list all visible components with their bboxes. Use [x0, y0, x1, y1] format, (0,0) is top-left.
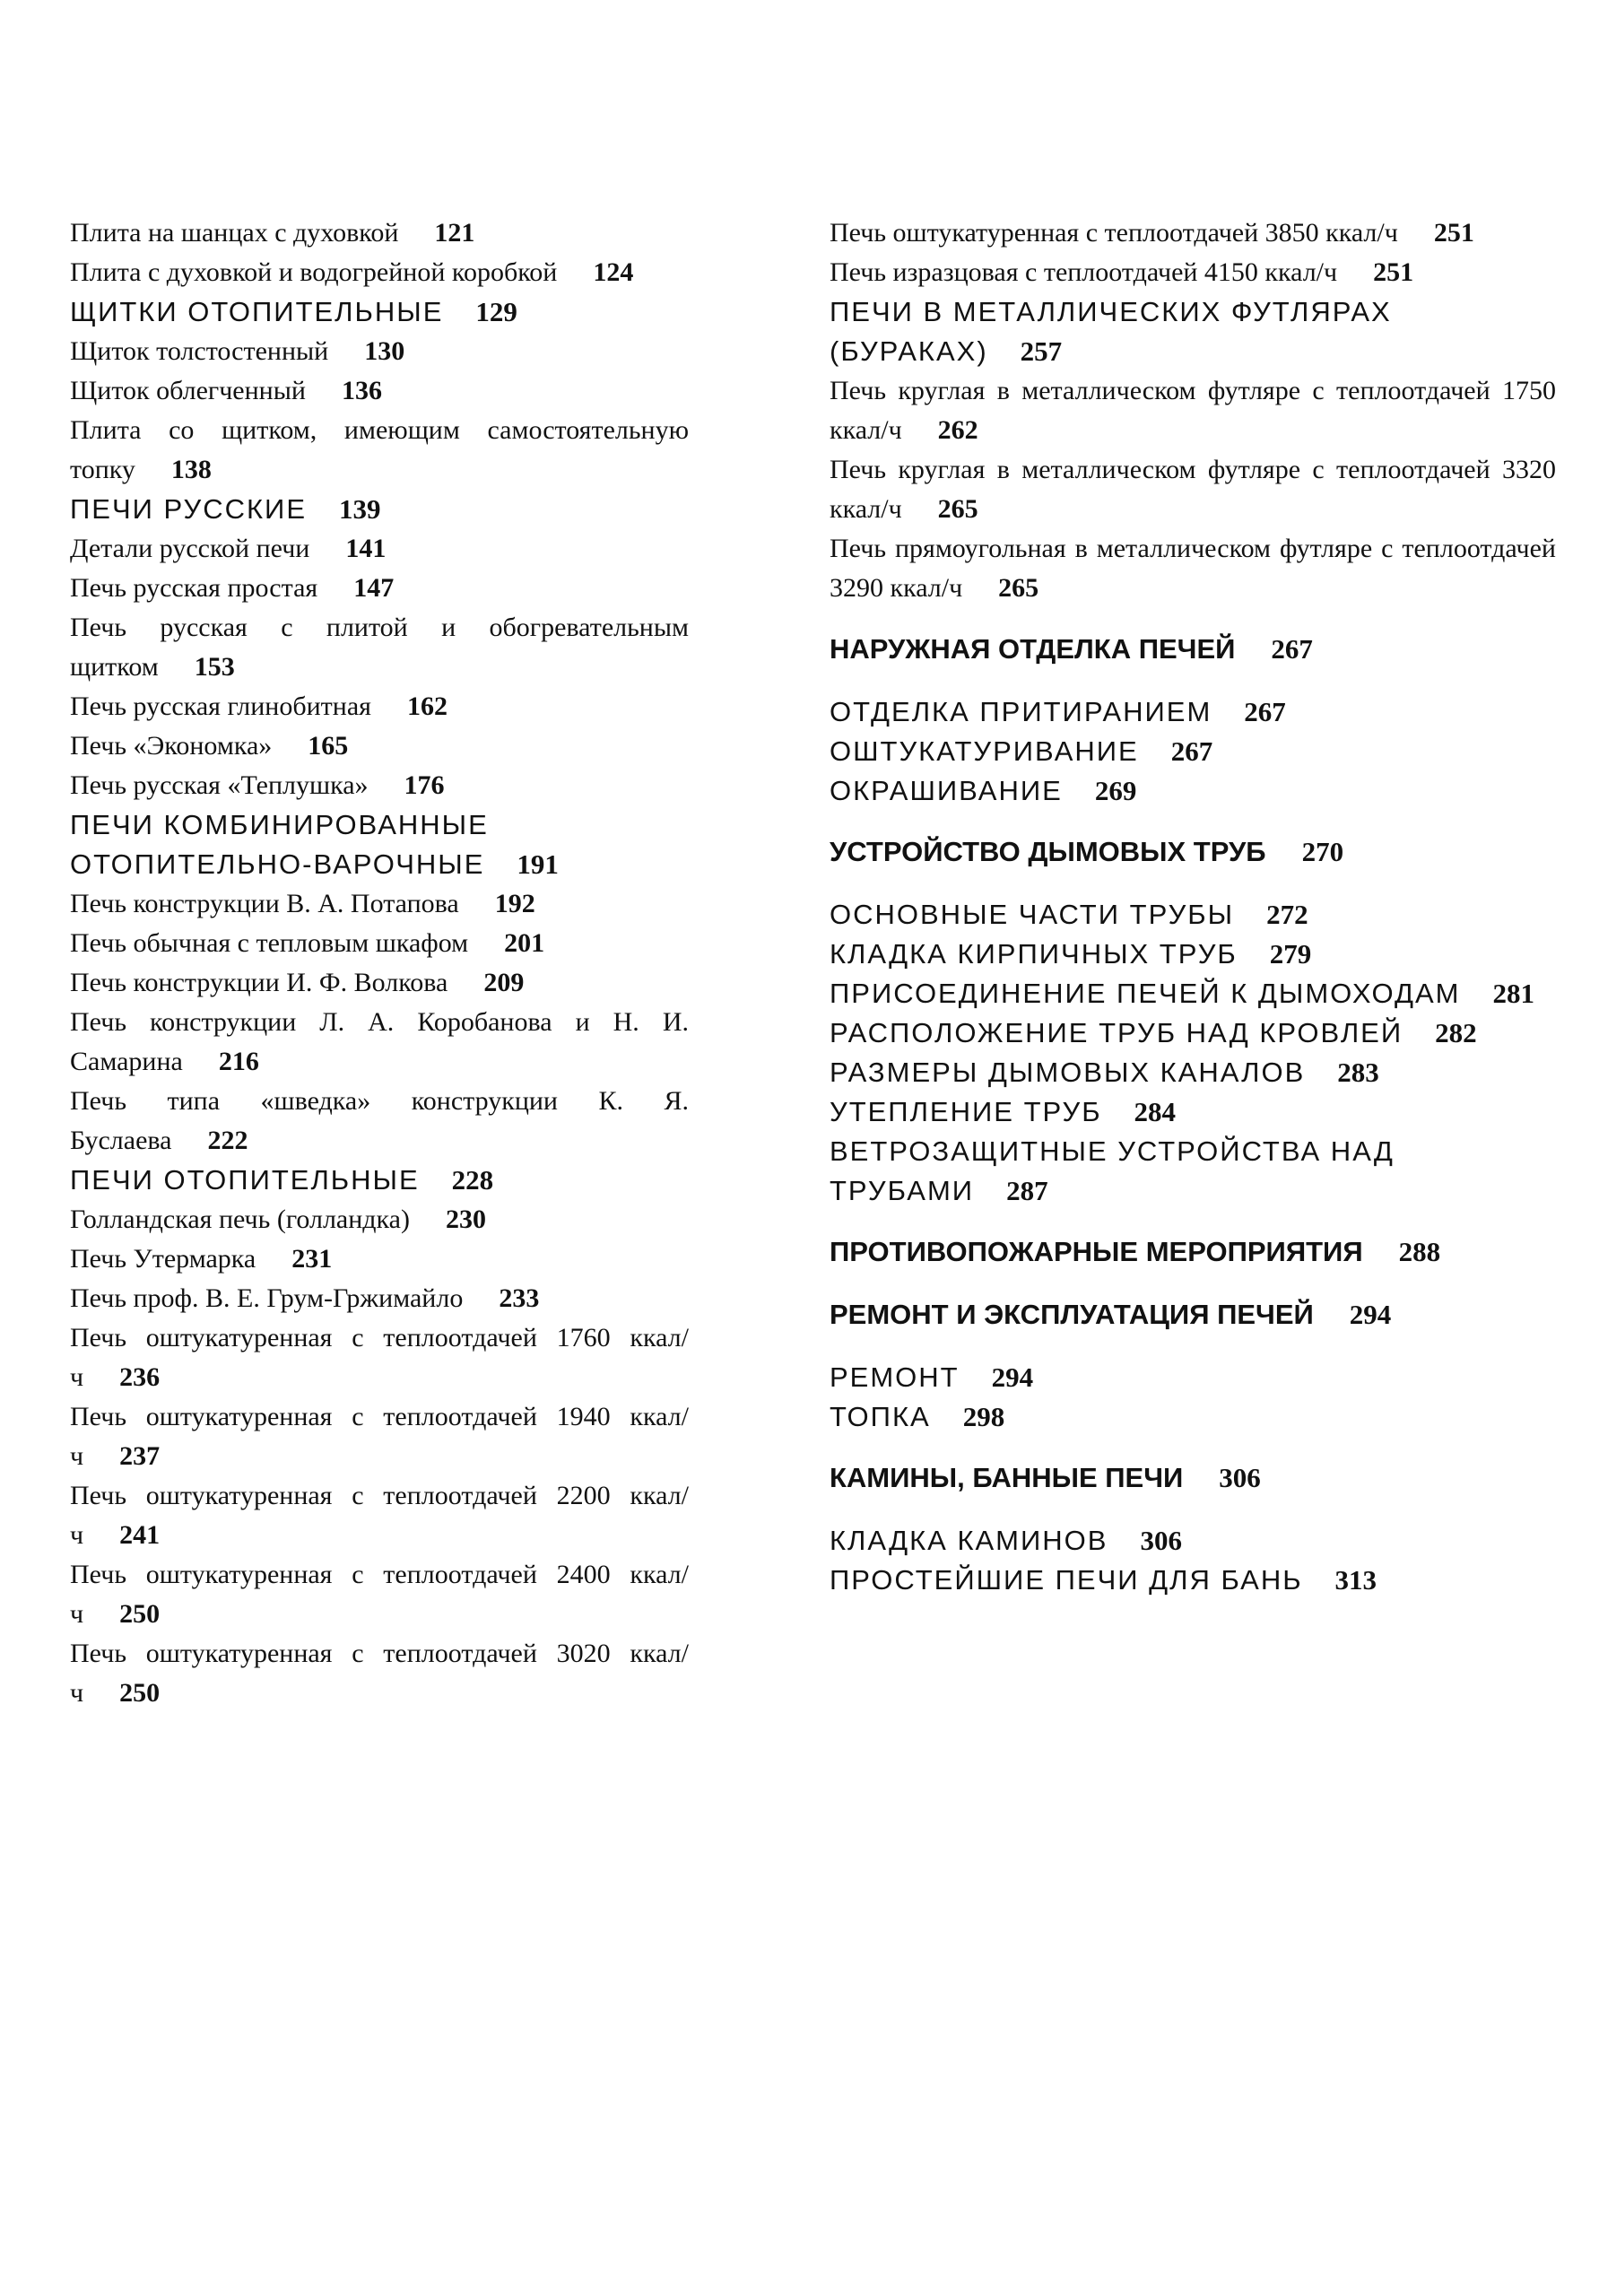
- toc-entry-title: ОТДЕЛКА ПРИТИРАНИЕМ: [830, 696, 1212, 727]
- toc-entry: [70, 608, 689, 687]
- toc-entry: [70, 1239, 689, 1279]
- toc-section-heading: [830, 1295, 1556, 1335]
- toc-entry-title: Печь русская простая: [70, 573, 318, 603]
- toc-page-number: 265: [937, 494, 978, 524]
- toc-entry-title: ПЕЧИ ОТОПИТЕЛЬНЫЕ: [70, 1164, 420, 1196]
- toc-page-number: 257: [1020, 335, 1063, 367]
- toc-entry-title: Детали русской печи: [70, 534, 310, 563]
- toc-entry: [70, 1397, 689, 1476]
- toc-entry: [70, 1476, 689, 1555]
- toc-entry-title: Печь «Экономка»: [70, 731, 273, 761]
- toc-page-number: 153: [194, 652, 235, 682]
- toc-page-number: 216: [218, 1047, 259, 1076]
- toc-page-number: 287: [1006, 1175, 1048, 1206]
- toc-page-number: 269: [1094, 775, 1137, 806]
- toc-subsection: [830, 292, 1556, 371]
- toc-page-number: 231: [291, 1244, 333, 1274]
- toc-page-number: 130: [364, 336, 405, 366]
- toc-entry: [70, 253, 689, 292]
- toc-entry-title: РАСПОЛОЖЕНИЕ ТРУБ НАД КРОВЛЕЙ: [830, 1017, 1403, 1048]
- toc-entry-title: ВЕТРОЗАЩИТНЫЕ УСТРОЙСТВА НАД ТРУБАМИ: [830, 1135, 1395, 1206]
- toc-page-number: 251: [1373, 257, 1414, 287]
- toc-entry: [830, 371, 1556, 450]
- toc-page-number: 124: [593, 257, 634, 287]
- toc-entry-title: Печь круглая в металлическом футляре с теплоотдачей 3320 ккал/ч: [830, 455, 1556, 524]
- toc-entry: [70, 726, 689, 766]
- toc-subsection: [830, 1521, 1556, 1561]
- toc-entry: [70, 924, 689, 963]
- toc-entry-title: Печь прямоугольная в металлическом футляре с теплоотдачей 3290 ккал/ч: [830, 534, 1556, 603]
- toc-entry: [70, 1003, 689, 1082]
- toc-page-number: 141: [345, 534, 387, 563]
- toc-page-number: 162: [406, 691, 448, 721]
- toc-entry: [70, 569, 689, 608]
- toc-page-number: 279: [1269, 938, 1312, 970]
- toc-entry-title: ПРОТИВОПОЖАРНЫЕ МЕРОПРИЯТИЯ: [830, 1236, 1363, 1267]
- toc-subsection: [70, 1161, 689, 1200]
- toc-page-number: 265: [998, 573, 1039, 603]
- toc-entry-title: КЛАДКА КАМИНОВ: [830, 1525, 1108, 1556]
- toc-page-number: 250: [119, 1599, 161, 1629]
- toc-page-number: 294: [1349, 1299, 1392, 1330]
- toc-entry: [830, 213, 1556, 253]
- toc-entry-title: ОСНОВНЫЕ ЧАСТИ ТРУБЫ: [830, 899, 1235, 930]
- toc-page-number: 228: [451, 1164, 494, 1196]
- toc-page-number: 281: [1492, 978, 1534, 1009]
- toc-page-number: 165: [308, 731, 349, 761]
- toc-entry-title: КАМИНЫ, БАННЫЕ ПЕЧИ: [830, 1462, 1184, 1493]
- toc-entry-title: ТОПКА: [830, 1401, 931, 1432]
- toc-entry-title: Печь оштукатуренная с теплоотдачей 2400 ккал/ч: [70, 1560, 689, 1629]
- toc-subsection: [830, 732, 1556, 771]
- toc-subsection: [830, 935, 1556, 974]
- toc-section-heading: [830, 1232, 1556, 1272]
- toc-subsection: [70, 805, 689, 884]
- toc-page-number: 306: [1219, 1462, 1261, 1493]
- toc-entry: [70, 1318, 689, 1397]
- toc-entry-title: Печь оштукатуренная с теплоотдачей 1760 ккал/ч: [70, 1323, 689, 1392]
- toc-subsection: [830, 1013, 1556, 1053]
- toc-entry-title: Плита со щитком, имеющим самостоятельную топку: [70, 415, 689, 484]
- toc-entry-title: Печь изразцовая с теплоотдачей 4150 ккал/ч: [830, 257, 1338, 287]
- toc-page-number: 233: [499, 1283, 540, 1313]
- toc-entry: [70, 411, 689, 490]
- toc-entry-title: ОКРАШИВАНИЕ: [830, 775, 1063, 806]
- toc-entry-title: Щиток толстостенный: [70, 336, 329, 366]
- toc-subsection: [70, 490, 689, 529]
- toc-left-column: [70, 213, 689, 1713]
- toc-subsection: [830, 771, 1556, 811]
- toc-entry: [70, 371, 689, 411]
- toc-page-number: 191: [517, 848, 559, 880]
- toc-page-number: 270: [1301, 836, 1344, 867]
- toc-entry: [70, 1634, 689, 1713]
- toc-entry-title: КЛАДКА КИРПИЧНЫХ ТРУБ: [830, 938, 1238, 970]
- toc-page-number: 298: [962, 1401, 1005, 1432]
- toc-subsection: [830, 1358, 1556, 1397]
- toc-entry: [70, 687, 689, 726]
- toc-entry: [70, 1279, 689, 1318]
- toc-subsection: [830, 1561, 1556, 1600]
- toc-entry-title: НАРУЖНАЯ ОТДЕЛКА ПЕЧЕЙ: [830, 633, 1236, 665]
- toc-page-number: 267: [1271, 633, 1313, 665]
- toc-page-number: 262: [937, 415, 978, 445]
- toc-entry: [70, 963, 689, 1003]
- toc-entry-title: Щиток облегченный: [70, 376, 306, 405]
- toc-page-number: 251: [1433, 218, 1474, 248]
- toc-entry-title: ЩИТКИ ОТОПИТЕЛЬНЫЕ: [70, 296, 444, 327]
- toc-page-number: 306: [1140, 1525, 1182, 1556]
- toc-entry-title: Печь оштукатуренная с теплоотдачей 1940 ккал/ч: [70, 1402, 689, 1471]
- toc-entry-title: Печь типа «шведка» конструкции К. Я. Буслаева: [70, 1086, 689, 1155]
- toc-entry-title: Печь русская «Теплушка»: [70, 770, 369, 800]
- toc-page-number: 201: [504, 928, 545, 958]
- toc-section-heading: [830, 630, 1556, 669]
- toc-page-number: 294: [991, 1361, 1034, 1393]
- toc-entry: [70, 213, 689, 253]
- toc-page-number: 283: [1337, 1057, 1379, 1088]
- toc-page-number: 192: [494, 889, 535, 918]
- toc-entry: [70, 1200, 689, 1239]
- toc-page-number: 241: [119, 1520, 161, 1550]
- toc-page-number: 136: [341, 376, 382, 405]
- toc-entry-title: ПРИСОЕДИНЕНИЕ ПЕЧЕЙ К ДЫМОХОДАМ: [830, 978, 1461, 1009]
- toc-entry-title: Плита с духовкой и водогрейной коробкой: [70, 257, 558, 287]
- toc-page-number: 138: [170, 455, 212, 484]
- toc-entry-title: Печь обычная с тепловым шкафом: [70, 928, 469, 958]
- toc-right-column: [830, 213, 1556, 1600]
- toc-entry-title: ПРОСТЕЙШИЕ ПЕЧИ ДЛЯ БАНЬ: [830, 1564, 1303, 1596]
- toc-page-number: 313: [1334, 1564, 1377, 1596]
- toc-page-number: 288: [1398, 1236, 1441, 1267]
- toc-page-number: 236: [119, 1362, 161, 1392]
- toc-entry-title: ПЕЧИ В МЕТАЛЛИЧЕСКИХ ФУТЛЯРАХ (БУРАКАХ): [830, 296, 1392, 367]
- toc-entry-title: ПЕЧИ КОМБИНИРОВАННЫЕ ОТОПИТЕЛЬНО-ВАРОЧНЫЕ: [70, 809, 489, 880]
- toc-entry-title: РЕМОНТ: [830, 1361, 960, 1393]
- toc-entry-title: Печь Утермарка: [70, 1244, 256, 1274]
- toc-subsection: [830, 1053, 1556, 1092]
- toc-entry: [830, 253, 1556, 292]
- toc-page-number: 250: [119, 1678, 161, 1708]
- toc-page-number: 272: [1266, 899, 1308, 930]
- toc-entry: [70, 529, 689, 569]
- toc-entry-title: РЕМОНТ И ЭКСПЛУАТАЦИЯ ПЕЧЕЙ: [830, 1299, 1314, 1330]
- toc-entry-title: Плита на шанцах с духовкой: [70, 218, 399, 248]
- toc-entry-title: ПЕЧИ РУССКИЕ: [70, 493, 307, 525]
- toc-entry-title: Печь русская с плитой и обогревательным щитком: [70, 613, 689, 682]
- toc-page-number: 267: [1244, 696, 1286, 727]
- toc-entry-title: Печь русская глинобитная: [70, 691, 371, 721]
- toc-entry-title: Голландская печь (голландка): [70, 1205, 410, 1234]
- toc-page-number: 267: [1170, 735, 1213, 767]
- toc-section-heading: [830, 832, 1556, 872]
- toc-entry-title: Печь конструкции Л. А. Коробанова и Н. И. Самарина: [70, 1007, 689, 1076]
- toc-entry-title: РАЗМЕРЫ ДЫМОВЫХ КАНАЛОВ: [830, 1057, 1306, 1088]
- toc-entry: [70, 766, 689, 805]
- toc-section-heading: [830, 1458, 1556, 1498]
- toc-subsection: [830, 1132, 1556, 1211]
- toc-entry-title: Печь проф. В. Е. Грум-Гржимайло: [70, 1283, 464, 1313]
- toc-page-number: 237: [119, 1441, 161, 1471]
- toc-page-number: 209: [483, 968, 525, 997]
- toc-subsection: [830, 1092, 1556, 1132]
- toc-entry-title: Печь конструкции В. А. Потапова: [70, 889, 459, 918]
- toc-entry-title: Печь конструкции И. Ф. Волкова: [70, 968, 448, 997]
- toc-page-number: 284: [1134, 1096, 1177, 1127]
- toc-entry-title: ОШТУКАТУРИВАНИЕ: [830, 735, 1139, 767]
- toc-page-number: 147: [353, 573, 395, 603]
- toc-page-number: 282: [1435, 1017, 1477, 1048]
- toc-page-number: 139: [339, 493, 381, 525]
- toc-entry-title: УТЕПЛЕНИЕ ТРУБ: [830, 1096, 1102, 1127]
- toc-page-number: 176: [404, 770, 445, 800]
- toc-subsection: [830, 974, 1556, 1013]
- toc-entry: [70, 1555, 689, 1634]
- toc-entry-title: УСТРОЙСТВО ДЫМОВЫХ ТРУБ: [830, 836, 1266, 867]
- toc-page-number: 230: [445, 1205, 486, 1234]
- toc-entry-title: Печь оштукатуренная с теплоотдачей 3020 ккал/ч: [70, 1639, 689, 1708]
- toc-page-number: 222: [207, 1126, 248, 1155]
- toc-subsection: [70, 292, 689, 332]
- toc-entry-title: Печь оштукатуренная с теплоотдачей 2200 ккал/ч: [70, 1481, 689, 1550]
- toc-entry: [70, 884, 689, 924]
- toc-entry: [830, 529, 1556, 608]
- toc-entry: [830, 450, 1556, 529]
- toc-subsection: [830, 692, 1556, 732]
- toc-entry-title: Печь круглая в металлическом футляре с теплоотдачей 1750 ккал/ч: [830, 376, 1556, 445]
- toc-page-number: 121: [434, 218, 475, 248]
- toc-entry: [70, 1082, 689, 1161]
- toc-page-number: 129: [475, 296, 517, 327]
- toc-entry-title: Печь оштукатуренная с теплоотдачей 3850 ккал/ч: [830, 218, 1398, 248]
- toc-entry: [70, 332, 689, 371]
- toc-subsection: [830, 895, 1556, 935]
- toc-subsection: [830, 1397, 1556, 1437]
